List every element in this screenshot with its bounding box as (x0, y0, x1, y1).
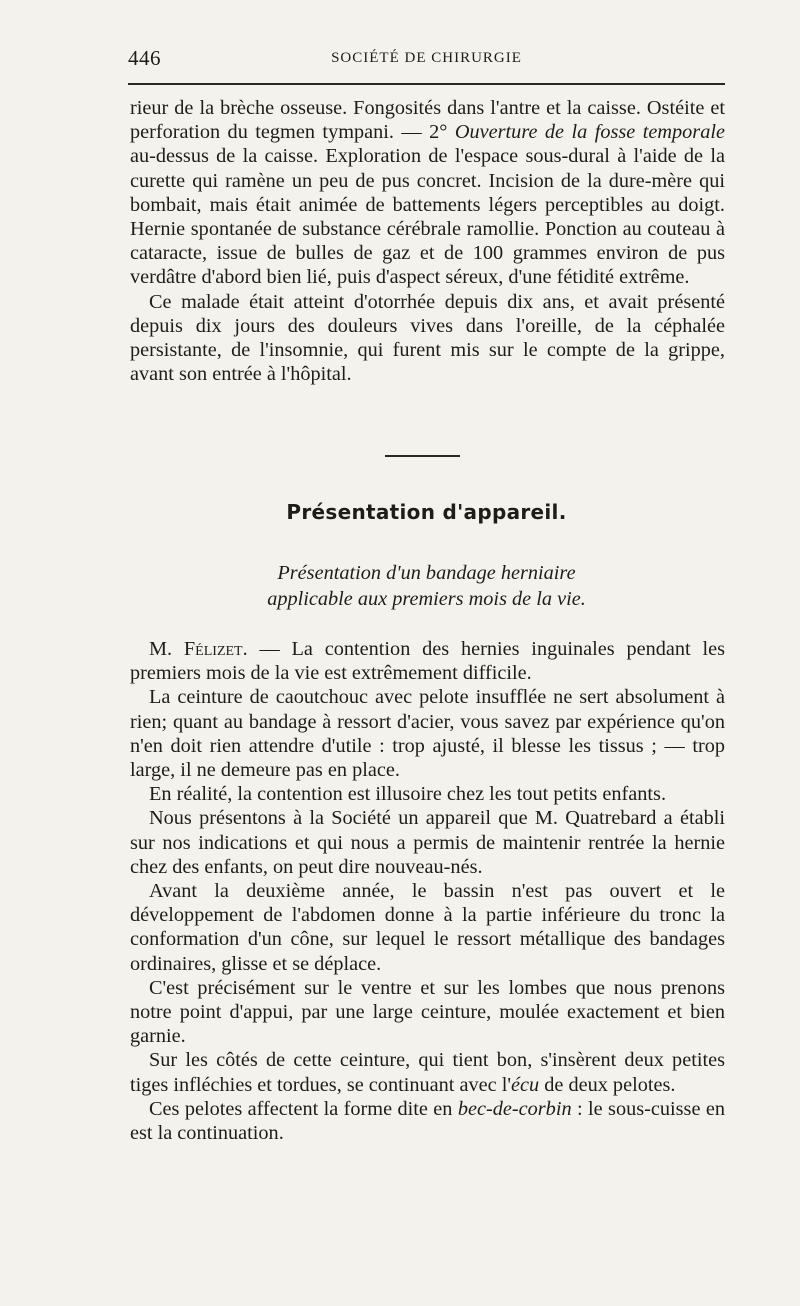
paragraph: C'est précisément sur le ventre et sur les lombes que nous prenons notre point d'appui, par une large ceinture, moulée exactement et bien garnie. (130, 976, 725, 1048)
header-rule (128, 83, 725, 85)
section-subtitle: Présentation d'un bandage herniaire applicable aux premiers mois de la vie. (267, 562, 586, 610)
running-title: SOCIÉTÉ DE CHIRURGIE (331, 50, 522, 66)
paragraph: La ceinture de caoutchouc avec pelote insufflée ne sert absolument à rien; quant au bandage à ressort d'acier, vous savez par expérience qu'on n'en doit rien attendre d'utile : trop ajusté, il blesse les tissus ; — trop large, il ne demeure pas en place. (130, 686, 725, 782)
paragraph: Ces pelotes affectent la forme dite en bec-de-corbin : le sous-cuisse en est la continuation. (130, 1097, 725, 1145)
paragraph: Sur les côtés de cette ceinture, qui tient bon, s'insèrent deux petites tiges infléchies et tordues, se continuant avec l'écu de deux pelotes. (130, 1049, 725, 1096)
section-divider (385, 455, 460, 457)
body-text-top (130, 96, 725, 386)
paragraph: Ce malade était atteint d'otorrhée depuis dix ans, et avait présenté depuis dix jours des douleurs vives dans l'oreille, de la céphalée persistante, de l'insomnie, qui furent mis sur le compte de la grippe, avant son entrée à l'hôpital. (130, 290, 725, 386)
paragraph: Nous présentons à la Société un appareil que M. Quatrebard a établi sur nos indications et qui nous a permis de maintenir rentrée la hernie chez des enfants, on peut dire nouveau-nés. (130, 807, 725, 878)
section-heading: Présentation d'appareil. (286, 500, 567, 524)
paragraph: M. Félizet. — La contention des hernies inguinales pendant les premiers mois de la vie est extrêmement difficile. (130, 638, 725, 685)
body-text-bottom (130, 637, 725, 1145)
page-number: 446 (128, 46, 161, 70)
paragraph: Avant la deuxième année, le bassin n'est pas ouvert et le développement de l'abdomen donne à la partie inférieure du tronc la conformation d'un cône, sur lequel le ressort métallique des bandages ordinaires, glisse et se déplace. (130, 880, 725, 975)
page-header (128, 44, 725, 72)
paragraph: rieur de la brèche osseuse. Fongosités dans l'antre et la caisse. Ostéite et perforation du tegmen tympani. — 2° Ouverture de la fosse temporale au-dessus de la caisse. Exploration de l'espace sous-dural à l'aide de la curette qui ramène un peu de pus concret. Incision de la dure-mère qui bombait, mais était animée de battements légers perceptibles au doigt. Hernie spontanée de substance cérébrale ramollie. Ponction au couteau à cataracte, issue de bulles de gaz et de 100 grammes environ de pus verdâtre d'abord bien lié, puis d'aspect séreux, d'une fétidité extrême. (130, 97, 725, 289)
paragraph: En réalité, la contention est illusoire chez les tout petits enfants. (149, 783, 667, 806)
author-name: Félizet (183, 638, 243, 660)
